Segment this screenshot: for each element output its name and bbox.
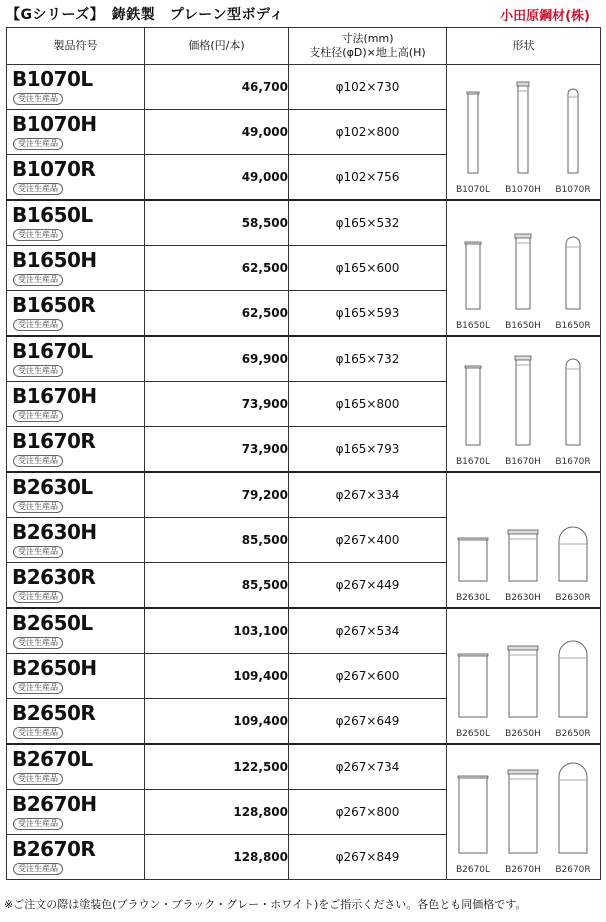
shape-label: B2670H	[505, 865, 541, 875]
table-row	[7, 336, 601, 382]
dimension-cell: φ165×732	[289, 336, 447, 382]
product-code: B1670L	[12, 339, 93, 363]
shape-label: B1670L	[455, 457, 491, 467]
shape-label: B1670H	[505, 457, 541, 467]
product-cell	[7, 382, 145, 427]
made-to-order-badge: 受注生産品	[13, 546, 63, 558]
price-cell: 58,500	[145, 200, 289, 246]
bollard-shapes	[447, 745, 600, 879]
made-to-order-badge: 受注生産品	[13, 365, 63, 377]
col-product: 製品符号	[7, 28, 145, 65]
product-cell	[7, 699, 145, 745]
shape-label: B2630R	[555, 593, 591, 603]
made-to-order-badge: 受注生産品	[13, 727, 63, 739]
product-code: B1070R	[12, 157, 96, 181]
table-row	[7, 744, 601, 790]
made-to-order-badge: 受注生産品	[13, 591, 63, 603]
product-code: B1650R	[12, 293, 96, 317]
product-cell	[7, 246, 145, 291]
bollard-shape	[555, 89, 590, 195]
product-code: B2670H	[12, 792, 97, 816]
price-cell: 122,500	[145, 744, 289, 790]
product-cell	[7, 291, 145, 337]
price-cell: 128,800	[145, 835, 289, 880]
dimension-cell: φ267×600	[289, 654, 447, 699]
price-cell: 103,100	[145, 608, 289, 654]
bollard-shape	[555, 527, 590, 603]
page-header	[4, 4, 602, 24]
made-to-order-badge: 受注生産品	[13, 818, 63, 830]
bollard-shape	[456, 242, 490, 331]
bollard-shape	[456, 776, 490, 875]
dimension-cell: φ165×532	[289, 200, 447, 246]
dimension-cell: φ267×449	[289, 563, 447, 609]
col-dimensions: 寸法(mm) 支柱径(φD)×地上高(H)	[289, 28, 447, 65]
made-to-order-badge: 受注生産品	[13, 138, 63, 150]
shape-label: B1670R	[555, 457, 591, 467]
shape-illustration	[447, 200, 601, 336]
made-to-order-badge: 受注生産品	[13, 863, 63, 875]
bollard-shape	[505, 234, 541, 331]
product-cell	[7, 790, 145, 835]
price-cell: 73,900	[145, 427, 289, 473]
product-cell	[7, 65, 145, 110]
made-to-order-badge: 受注生産品	[13, 501, 63, 513]
product-cell	[7, 518, 145, 563]
price-cell: 69,900	[145, 336, 289, 382]
bollard-shape	[456, 538, 490, 603]
product-code: B2650L	[12, 611, 93, 635]
bollard-shape	[505, 356, 541, 467]
made-to-order-badge: 受注生産品	[13, 637, 63, 649]
product-cell	[7, 155, 145, 201]
made-to-order-badge: 受注生産品	[13, 93, 63, 105]
product-code: B2670L	[12, 747, 93, 771]
dimension-cell: φ267×400	[289, 518, 447, 563]
dimension-cell: φ267×800	[289, 790, 447, 835]
shape-illustration	[447, 608, 601, 744]
made-to-order-badge: 受注生産品	[13, 183, 63, 195]
shape-illustration	[447, 65, 601, 201]
bollard-shapes	[447, 337, 600, 471]
shape-label: B2650L	[455, 729, 491, 739]
product-cell	[7, 608, 145, 654]
shape-label: B1070R	[555, 185, 591, 195]
bollard-shapes	[447, 609, 600, 743]
bollard-shape	[555, 763, 590, 875]
bollard-shape	[505, 530, 541, 603]
dimension-cell: φ267×649	[289, 699, 447, 745]
price-cell: 85,500	[145, 563, 289, 609]
col-price: 価格(円/本)	[145, 28, 289, 65]
price-cell: 62,500	[145, 246, 289, 291]
shape-label: B2670R	[555, 865, 591, 875]
bollard-shape	[555, 237, 590, 331]
made-to-order-badge: 受注生産品	[13, 455, 63, 467]
dimension-cell: φ165×800	[289, 382, 447, 427]
table-row	[7, 65, 601, 110]
dimension-cell: φ102×800	[289, 110, 447, 155]
shape-label: B2670L	[455, 865, 491, 875]
table-header-row	[7, 28, 601, 65]
shape-illustration	[447, 472, 601, 608]
shape-label: B1650R	[555, 321, 591, 331]
dimension-cell: φ165×600	[289, 246, 447, 291]
dimension-cell: φ267×849	[289, 835, 447, 880]
table-body	[7, 65, 601, 880]
spec-table	[6, 27, 601, 880]
product-cell	[7, 336, 145, 382]
product-code: B1070L	[12, 67, 93, 91]
shape-label: B2630H	[505, 593, 541, 603]
shape-label: B1070L	[455, 185, 491, 195]
product-code: B2630R	[12, 565, 96, 589]
price-cell: 128,800	[145, 790, 289, 835]
product-code: B2650H	[12, 656, 97, 680]
price-cell: 79,200	[145, 472, 289, 518]
bollard-shapes	[447, 65, 600, 199]
product-cell	[7, 472, 145, 518]
bollard-shapes	[447, 473, 600, 607]
bollard-shapes	[447, 201, 600, 335]
product-code: B2650R	[12, 701, 96, 725]
made-to-order-badge: 受注生産品	[13, 229, 63, 241]
product-code: B2630L	[12, 475, 93, 499]
bollard-shape	[555, 359, 590, 467]
product-cell	[7, 110, 145, 155]
price-cell: 46,700	[145, 65, 289, 110]
maker-name: 小田原鋼材(株)	[500, 9, 590, 24]
shape-label: B1070H	[505, 185, 541, 195]
product-cell	[7, 200, 145, 246]
product-code: B1070H	[12, 112, 97, 136]
shape-illustration	[447, 336, 601, 472]
product-cell	[7, 427, 145, 473]
made-to-order-badge: 受注生産品	[13, 274, 63, 286]
shape-label: B2650R	[555, 729, 591, 739]
made-to-order-badge: 受注生産品	[13, 410, 63, 422]
price-cell: 109,400	[145, 654, 289, 699]
shape-illustration	[447, 744, 601, 880]
price-cell: 85,500	[145, 518, 289, 563]
price-cell: 49,000	[145, 155, 289, 201]
product-code: B1650H	[12, 248, 97, 272]
dimension-cell: φ102×756	[289, 155, 447, 201]
dimension-cell: φ267×734	[289, 744, 447, 790]
shape-label: B1650L	[455, 321, 491, 331]
price-cell: 109,400	[145, 699, 289, 745]
price-cell: 49,000	[145, 110, 289, 155]
bollard-shape	[456, 92, 490, 195]
product-code: B2630H	[12, 520, 97, 544]
made-to-order-badge: 受注生産品	[13, 773, 63, 785]
dimension-cell: φ267×334	[289, 472, 447, 518]
bollard-shape	[505, 82, 541, 195]
made-to-order-badge: 受注生産品	[13, 682, 63, 694]
table-row	[7, 608, 601, 654]
dimension-cell: φ267×534	[289, 608, 447, 654]
product-cell	[7, 563, 145, 609]
footer-note: ※ご注文の際は塗装色(ブラウン・ブラック・グレー・ホワイト)をご指示ください。各色とも同価格です。	[4, 898, 527, 911]
bollard-shape	[505, 646, 541, 739]
product-code: B1670H	[12, 384, 97, 408]
bollard-shape	[456, 654, 490, 739]
made-to-order-badge: 受注生産品	[13, 319, 63, 331]
product-code: B1650L	[12, 203, 93, 227]
product-cell	[7, 654, 145, 699]
product-code: B1670R	[12, 429, 96, 453]
bollard-shape	[555, 641, 590, 739]
table-row	[7, 472, 601, 518]
dimension-cell: φ165×793	[289, 427, 447, 473]
price-cell: 62,500	[145, 291, 289, 337]
product-cell	[7, 835, 145, 880]
dimension-cell: φ102×730	[289, 65, 447, 110]
bollard-shape	[505, 770, 541, 875]
page-title: 【Gシリーズ】 鋳鉄製 プレーン型ボディ	[6, 7, 284, 23]
col-shape: 形状	[447, 28, 601, 65]
shape-label: B1650H	[505, 321, 541, 331]
shape-label: B2650H	[505, 729, 541, 739]
table-row	[7, 200, 601, 246]
price-cell: 73,900	[145, 382, 289, 427]
product-code: B2670R	[12, 837, 96, 861]
dimension-cell: φ165×593	[289, 291, 447, 337]
product-cell	[7, 744, 145, 790]
bollard-shape	[456, 366, 490, 467]
shape-label: B2630L	[455, 593, 491, 603]
